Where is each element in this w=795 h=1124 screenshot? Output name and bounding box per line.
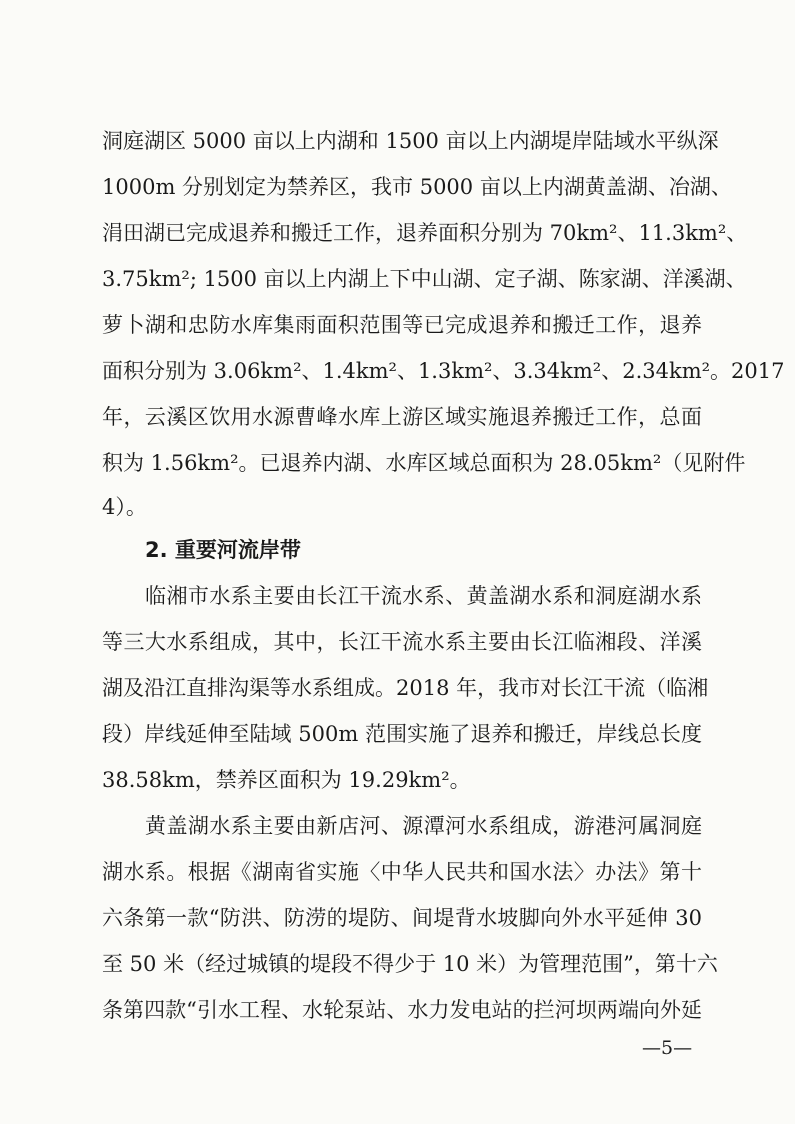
text-line: 38.58km，禁养区面积为 19.29km²。 (102, 768, 471, 792)
text-line: 3.75km²; 1500 亩以上内湖上下中山湖、定子湖、陈家湖、洋溪湖、 (102, 267, 747, 291)
text-line: 段）岸线延伸至陆域 500m 范围实施了退养和搬迁，岸线总长度 (102, 722, 702, 746)
text-line: 积为 1.56km²。已退养内湖、水库区域总面积为 28.05km²（见附件 (102, 451, 746, 475)
text-line: 湖水系。根据《湖南省实施〈中华人民共和国水法〉办法》第十 (102, 860, 702, 884)
text-line: 六条第一款“防洪、防涝的堤防、间堤背水坡脚向外水平延伸 30 (102, 906, 702, 930)
text-line: 黄盖湖水系主要由新店河、源潭河水系组成，游港河属洞庭 (145, 814, 702, 838)
page-number: —5— (642, 1037, 693, 1059)
text-line: 至 50 米（经过城镇的堤段不得少于 10 米）为管理范围”，第十六 (102, 952, 718, 976)
text-line: 1000m 分别划定为禁养区，我市 5000 亩以上内湖黄盖湖、冶湖、 (102, 175, 732, 199)
text-line: 洞庭湖区 5000 亩以上内湖和 1500 亩以上内湖堤岸陆域水平纵深 (102, 129, 719, 153)
text-line: 面积分别为 3.06km²、1.4km²、1.3km²、3.34km²、2.34km²。2017 (102, 359, 785, 383)
text-line: 等三大水系组成，其中，长江干流水系主要由长江临湘段、洋溪 (102, 630, 702, 654)
text-line: 涓田湖已完成退养和搬迁工作，退养面积分别为 70km²、11.3km²、 (102, 221, 748, 245)
text-line: 湖及沿江直排沟渠等水系组成。2018 年，我市对长江干流（临湘 (102, 676, 709, 700)
text-line: 条第四款“引水工程、水轮泵站、水力发电站的拦河坝两端向外延 (102, 998, 702, 1022)
text-line: 临湘市水系主要由长江干流水系、黄盖湖水系和洞庭湖水系 (145, 584, 702, 608)
section-heading: 2. 重要河流岸带 (145, 538, 301, 562)
text-line: 萝卜湖和忠防水库集雨面积范围等已完成退养和搬迁工作，退养 (102, 313, 702, 337)
text-line: 年，云溪区饮用水源曹峰水库上游区域实施退养搬迁工作，总面 (102, 405, 702, 429)
text-line: 4）。 (102, 495, 147, 519)
